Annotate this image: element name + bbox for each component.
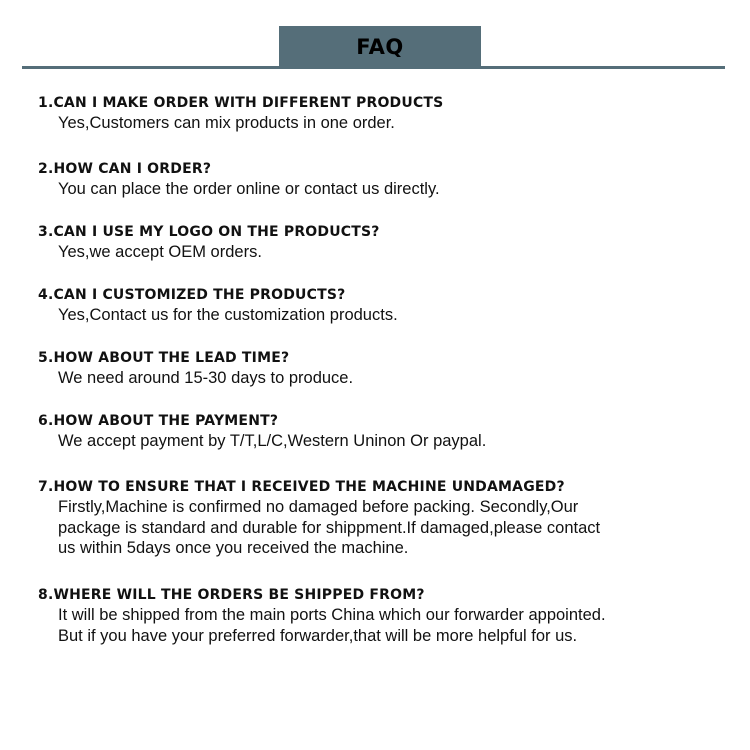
faq-answer: Firstly,Machine is confirmed no damaged before packing. Secondly,Our [58, 498, 579, 516]
faq-answer: us within 5days once you received the machine. [58, 539, 409, 557]
faq-header-tab [279, 26, 481, 67]
faq-answer: Yes,Customers can mix products in one order. [58, 114, 395, 132]
faq-item-2 [38, 159, 728, 200]
faq-answer: We need around 15-30 days to produce. [58, 369, 354, 387]
faq-item-7 [38, 477, 728, 559]
faq-question: 1.CAN I MAKE ORDER WITH DIFFERENT PRODUCTS [38, 95, 444, 111]
faq-item-1 [38, 93, 728, 134]
faq-question: 3.CAN I USE MY LOGO ON THE PRODUCTS? [38, 224, 380, 240]
faq-question: 6.HOW ABOUT THE PAYMENT? [38, 413, 279, 429]
faq-answer: Yes,Contact us for the customization products. [58, 306, 398, 324]
faq-question: 8.WHERE WILL THE ORDERS BE SHIPPED FROM? [38, 587, 425, 603]
faq-item-5 [38, 348, 728, 389]
faq-item-4 [38, 285, 728, 326]
faq-question: 5.HOW ABOUT THE LEAD TIME? [38, 350, 290, 366]
faq-item-3 [38, 222, 728, 263]
faq-answer: You can place the order online or contact us directly. [58, 180, 440, 198]
page-title: FAQ [356, 34, 404, 59]
faq-question: 2.HOW CAN I ORDER? [38, 161, 212, 177]
header-divider [22, 66, 725, 69]
faq-answer: But if you have your preferred forwarder,that will be more helpful for us. [58, 626, 578, 645]
faq-answer: We accept payment by T/T,L/C,Western Uninon Or paypal. [58, 432, 487, 450]
faq-item-8 [38, 585, 728, 646]
faq-question: 4.CAN I CUSTOMIZED THE PRODUCTS? [38, 287, 346, 303]
faq-item-6 [38, 411, 728, 452]
faq-answer: It will be shipped from the main ports China which our forwarder appointed. [58, 606, 606, 624]
faq-question: 7.HOW TO ENSURE THAT I RECEIVED THE MACHINE UNDAMAGED? [38, 479, 565, 495]
faq-answer: package is standard and durable for shippment.If damaged,please contact [58, 518, 601, 537]
faq-answer: Yes,we accept OEM orders. [58, 243, 262, 261]
